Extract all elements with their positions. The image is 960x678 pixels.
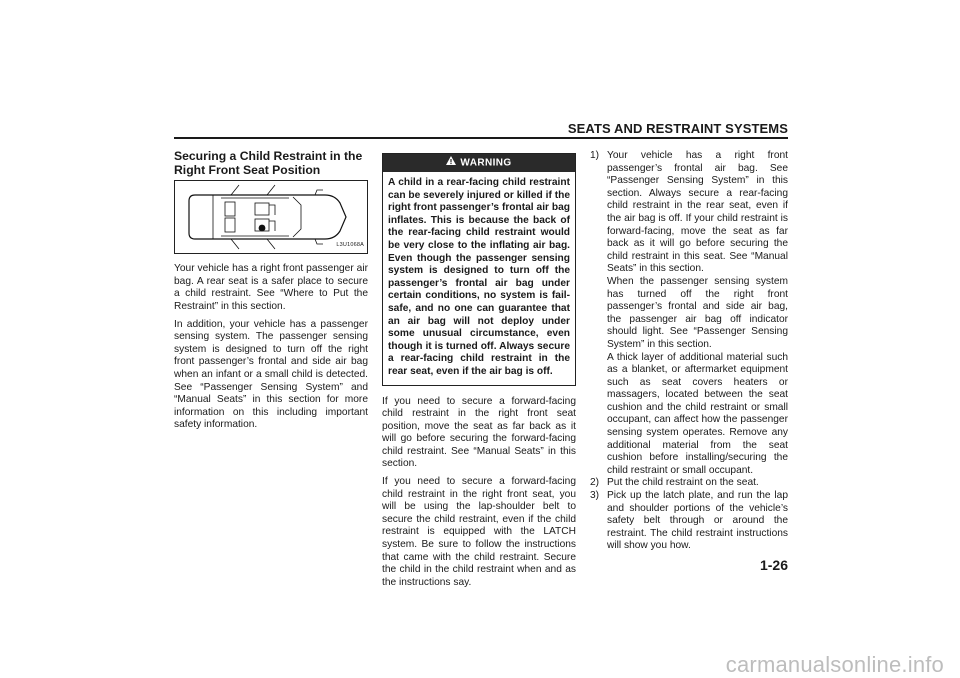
- warning-text: A child in a rear-facing child restraint can be severely injured or killed if the right front passenger’s frontal air bag inflates. This is because the back of the rear-facing child restraint would be very close to the inflating air bag. Even though the passenger sensing system is designed to turn off the passenger’s frontal air bag under certain conditions, no system is fail-safe, and no one can guarantee that an air bag will not deploy under some unusual circumstance, even though it is turned off. Always secure a rear-facing child restraint in the rear seat, even if the air bag is off.: [388, 177, 570, 377]
- paragraph: If you need to secure a forward-facing child restraint in the right front seat, you will be using the lap-shoulder belt to secure the child restraint, even if the child restraint is equipped with the LATCH system. Be sure to follow the instructions that came with the child restraint. Secure the child in the child restraint when and as the instructions say.: [382, 476, 576, 588]
- list-item: [590, 490, 788, 553]
- step-number: 1): [590, 150, 600, 161]
- page-header-title: SEATS AND RESTRAINT SYSTEMS: [567, 121, 788, 136]
- warning-triangle-icon: [446, 154, 456, 172]
- paragraph: If you need to secure a forward-facing child restraint in the right front seat position, move the seat as far back as it will go before securing the forward-facing child restraint. See “Manual Seats” in this section.: [382, 395, 576, 470]
- warning-box: [382, 153, 576, 386]
- car-seat-figure: [174, 180, 368, 254]
- step-text: When the passenger sensing system has turned off the right front passenger’s frontal and side air bag, the passenger air bag off indicator should light. See “Passenger Sensing System” in this section.: [607, 275, 788, 350]
- step-number: 3): [590, 490, 600, 502]
- figure-code: L3U1068A: [336, 241, 364, 248]
- middle-column: [382, 153, 576, 594]
- watermark: carmanualsonline.info: [725, 652, 944, 677]
- step-text: Your vehicle has a right front passenger’s frontal air bag. See “Passenger Sensing System” in this section. Always secure a rear-facing child restraint in the rear seat, even if the air bag is off. If your child restraint is forward-facing, move the seat as far back as it will go before securing the child restraint in this seat. See “Manual Seats” in this section.: [607, 150, 788, 275]
- warning-header: [383, 154, 575, 172]
- step-text: A thick layer of additional material such as a blanket, or aftermarket equipment such as seat covers heaters or massagers, located between the seat cushion and the child restraint or small occupant, can affect how the passenger sensing system operates. Remove any additional material from the seat cushion before installing/securing the child restraint or small occupant.: [607, 351, 788, 476]
- step-text: Pick up the latch plate, and run the lap and shoulder portions of the vehicle’s safety belt through or around the restraint. The child restraint instructions will show you how.: [607, 490, 788, 552]
- left-column: [174, 150, 368, 437]
- paragraph: Your vehicle has a right front passenger air bag. A rear seat is a safer place to secure a child restraint. See “Where to Put the Restraint” in this section.: [174, 263, 368, 312]
- page-number: 1-26: [759, 557, 788, 573]
- warning-label: WARNING: [460, 157, 512, 169]
- list-item: [590, 477, 788, 490]
- paragraph: In addition, your vehicle has a passenger sensing system. The passenger sensing system is designed to turn off the right front passenger’s frontal and side air bag when an infant or a small child is detected. See “Passenger Sensing System” and “Manual Seats” in this section for more information on this including important safety information.: [174, 318, 368, 431]
- step-number: 2): [590, 477, 600, 489]
- section-title: Securing a Child Restraint in the Right Front Seat Position: [174, 149, 363, 177]
- right-column: [590, 150, 788, 553]
- header-rule: [174, 137, 788, 139]
- list-item: [590, 150, 788, 477]
- step-text: Put the child restraint on the seat.: [607, 477, 759, 489]
